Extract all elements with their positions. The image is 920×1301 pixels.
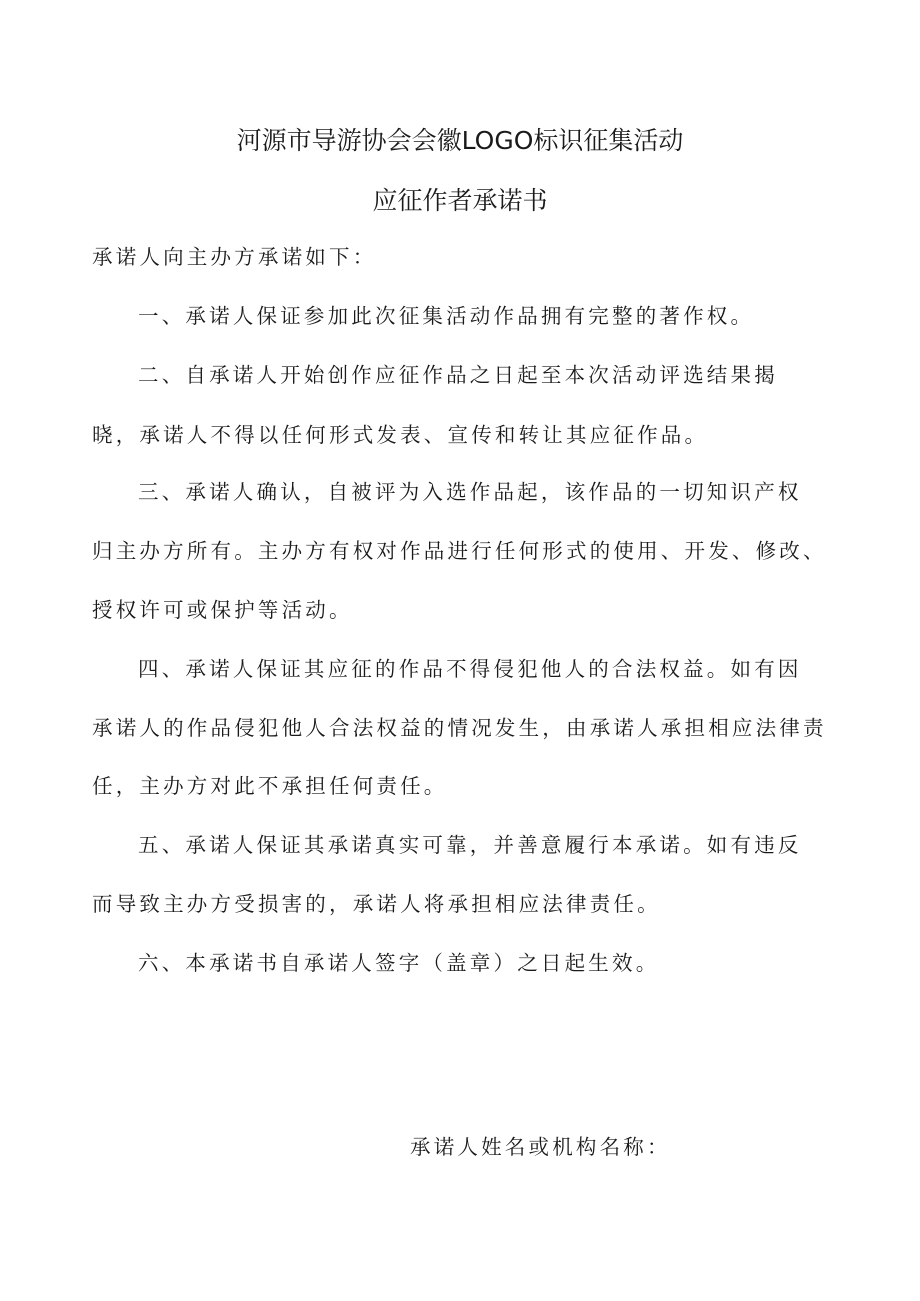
clause-3-line-1: 三、承诺人确认，自被评为入选作品起，该作品的一切知识产权	[138, 480, 802, 504]
clause-4-line-2: 承诺人的作品侵犯他人合法权益的情况发生，由承诺人承担相应法律责	[92, 716, 827, 740]
clause-5-line-2: 而导致主办方受损害的，承诺人将承担相应法律责任。	[92, 892, 661, 916]
clause-3-line-3: 授权许可或保护等活动。	[92, 598, 353, 622]
signature-label: 承诺人姓名或机构名称：	[410, 1135, 671, 1159]
clause-3-line-2: 归主办方所有。主办方有权对作品进行任何形式的使用、开发、修改、	[92, 539, 827, 563]
clause-4-line-1: 四、承诺人保证其应征的作品不得侵犯他人的合法权益。如有因	[138, 657, 802, 681]
clause-5-line-1: 五、承诺人保证其承诺真实可靠，并善意履行本承诺。如有违反	[138, 833, 802, 857]
clause-1-line-1: 一、承诺人保证参加此次征集活动作品拥有完整的著作权。	[138, 304, 755, 328]
document-title: 河源市导游协会会徽LOGO标识征集活动	[236, 126, 684, 155]
clause-2-line-2: 晓，承诺人不得以任何形式发表、宣传和转让其应征作品。	[92, 423, 709, 447]
clause-2-line-1: 二、自承诺人开始创作应征作品之日起至本次活动评选结果揭	[138, 363, 778, 387]
document-subtitle: 应征作者承诺书	[372, 186, 548, 215]
clause-4-line-3: 任，主办方对此不承担任何责任。	[92, 774, 448, 798]
clause-6-line-1: 六、本承诺书自承诺人签字（盖章）之日起生效。	[138, 951, 660, 975]
intro-text: 承诺人向主办方承诺如下：	[92, 245, 377, 269]
